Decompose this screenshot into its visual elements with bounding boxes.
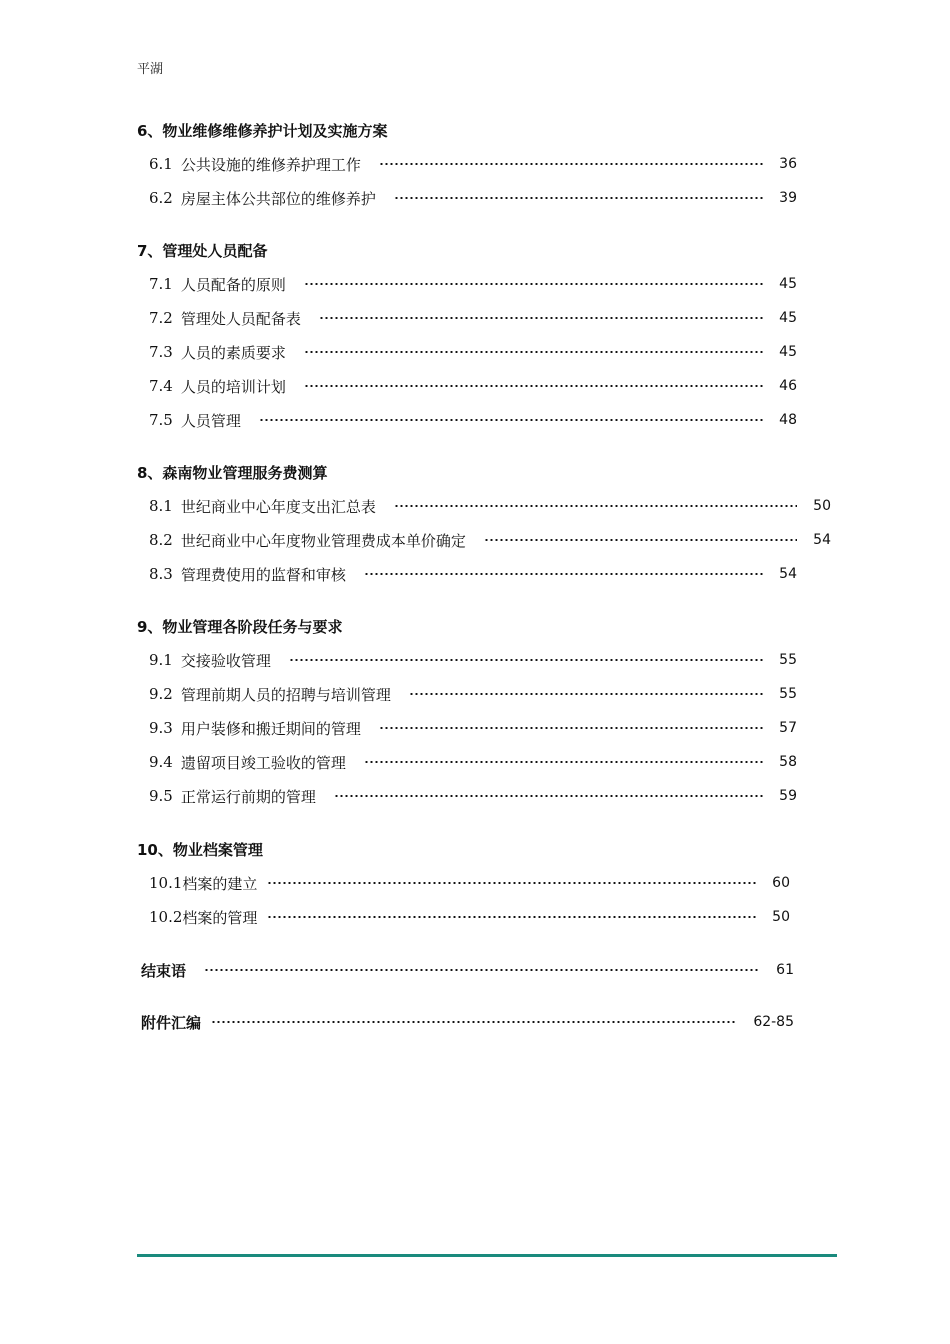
entry-page: 48 — [779, 412, 797, 428]
entry-label: 管理前期人员的招聘与培训管理 — [180, 685, 391, 704]
toc-entry[interactable] — [149, 495, 831, 517]
toc-entry[interactable] — [149, 375, 797, 397]
toc-entry[interactable] — [149, 409, 797, 431]
entry-page: 36 — [779, 156, 797, 172]
entry-label: 用户装修和搬迁期间的管理 — [180, 719, 361, 738]
entry-label: 人员配备的原则 — [180, 275, 286, 294]
dot-leader — [211, 1021, 737, 1023]
entry-number: 10.2 — [149, 908, 183, 926]
dot-leader — [379, 727, 763, 729]
entry-label: 遗留项目竣工验收的管理 — [180, 753, 346, 772]
toc-entry[interactable] — [149, 649, 797, 671]
entry-label: 房屋主体公共部位的维修养护 — [180, 189, 376, 208]
dot-leader — [267, 916, 756, 918]
entry-page: 54 — [813, 532, 831, 548]
entry-label: 档案的建立 — [182, 874, 258, 893]
entry-page: 59 — [779, 788, 797, 804]
toc-entry[interactable] — [149, 341, 797, 363]
dot-leader — [364, 761, 763, 763]
toc-entry-appendix[interactable] — [141, 1011, 794, 1033]
dot-leader — [394, 197, 763, 199]
header-text: 平湖 — [137, 62, 164, 77]
entry-label: 交接验收管理 — [180, 651, 271, 670]
entry-label: 管理费使用的监督和审核 — [180, 565, 346, 584]
entry-number: 9.5 — [149, 787, 173, 805]
entry-page: 62-85 — [753, 1014, 794, 1030]
entry-page: 55 — [779, 652, 797, 668]
dot-leader — [319, 317, 763, 319]
entry-label: 管理处人员配备表 — [180, 309, 301, 328]
entry-label: 公共设施的维修养护理工作 — [180, 155, 361, 174]
toc-entry[interactable] — [149, 187, 797, 209]
entry-number: 7.5 — [149, 411, 173, 429]
toc-entry[interactable] — [149, 906, 790, 928]
entry-number: 9.1 — [149, 651, 173, 669]
entry-label: 档案的管理 — [182, 908, 258, 927]
toc-entry[interactable] — [149, 751, 797, 773]
section-title-8: 8、森南物业管理服务费测算 — [137, 464, 328, 482]
toc-entry[interactable] — [149, 563, 797, 585]
entry-page: 55 — [779, 686, 797, 702]
dot-leader — [334, 795, 763, 797]
section-title-6: 6、物业维修维修养护计划及实施方案 — [137, 122, 388, 140]
entry-label: 附件汇编 — [141, 1013, 202, 1032]
entry-page: 45 — [779, 344, 797, 360]
dot-leader — [204, 969, 760, 971]
entry-number: 8.3 — [149, 565, 173, 583]
entry-page: 50 — [813, 498, 831, 514]
toc-entry[interactable] — [149, 529, 831, 551]
dot-leader — [484, 539, 797, 541]
section-title-10: 10、物业档案管理 — [137, 841, 263, 859]
entry-label: 世纪商业中心年度物业管理费成本单价确定 — [180, 531, 466, 550]
toc-entry-closing[interactable] — [141, 959, 794, 981]
entry-page: 54 — [779, 566, 797, 582]
entry-number: 8.2 — [149, 531, 173, 549]
toc-entry[interactable] — [149, 785, 797, 807]
section-title-7: 7、管理处人员配备 — [137, 242, 268, 260]
entry-number: 9.3 — [149, 719, 173, 737]
section-title-9: 9、物业管理各阶段任务与要求 — [137, 618, 343, 636]
entry-number: 7.1 — [149, 275, 173, 293]
entry-page: 57 — [779, 720, 797, 736]
dot-leader — [379, 163, 763, 165]
toc-entry[interactable] — [149, 872, 790, 894]
entry-page: 46 — [779, 378, 797, 394]
toc-entry[interactable] — [149, 683, 797, 705]
entry-label: 结束语 — [141, 961, 187, 980]
entry-label: 正常运行前期的管理 — [180, 787, 316, 806]
entry-number: 9.4 — [149, 753, 173, 771]
dot-leader — [394, 505, 797, 507]
footer-rule — [137, 1254, 837, 1257]
entry-label: 人员管理 — [180, 411, 241, 430]
entry-page: 45 — [779, 310, 797, 326]
entry-number: 6.2 — [149, 189, 173, 207]
dot-leader — [289, 659, 763, 661]
entry-number: 7.2 — [149, 309, 173, 327]
toc-entry[interactable] — [149, 153, 797, 175]
dot-leader — [304, 385, 763, 387]
dot-leader — [304, 351, 763, 353]
entry-page: 45 — [779, 276, 797, 292]
entry-number: 8.1 — [149, 497, 173, 515]
dot-leader — [304, 283, 763, 285]
entry-page: 50 — [772, 909, 790, 925]
toc-entry[interactable] — [149, 273, 797, 295]
toc-entry[interactable] — [149, 717, 797, 739]
dot-leader — [267, 882, 756, 884]
entry-number: 10.1 — [149, 874, 183, 892]
dot-leader — [364, 573, 763, 575]
entry-number: 6.1 — [149, 155, 173, 173]
dot-leader — [409, 693, 763, 695]
entry-number: 7.4 — [149, 377, 173, 395]
entry-page: 60 — [772, 875, 790, 891]
entry-label: 世纪商业中心年度支出汇总表 — [180, 497, 376, 516]
entry-page: 61 — [776, 962, 794, 978]
entry-number: 7.3 — [149, 343, 173, 361]
entry-label: 人员的素质要求 — [180, 343, 286, 362]
entry-label: 人员的培训计划 — [180, 377, 286, 396]
entry-number: 9.2 — [149, 685, 173, 703]
dot-leader — [259, 419, 763, 421]
entry-page: 58 — [779, 754, 797, 770]
toc-entry[interactable] — [149, 307, 797, 329]
entry-page: 39 — [779, 190, 797, 206]
